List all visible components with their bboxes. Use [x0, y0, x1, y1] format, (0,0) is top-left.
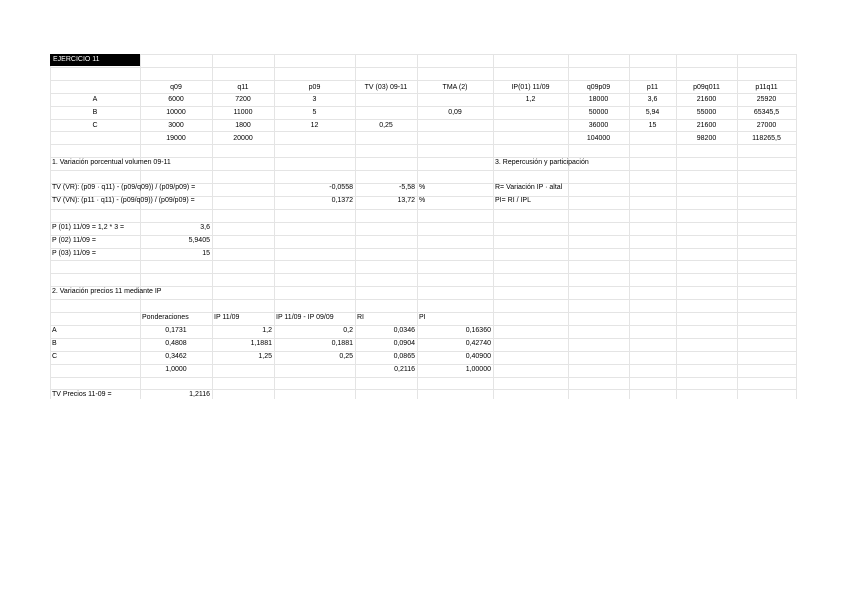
table-cell: 18000 — [588, 96, 609, 103]
total-cell: 0,2116 — [394, 366, 415, 373]
row-label: C — [52, 353, 58, 360]
header-q09: q09 — [170, 84, 182, 91]
gridline — [50, 377, 797, 378]
table-cell: 0,0904 — [393, 340, 415, 347]
total-cell: 20000 — [233, 135, 253, 142]
header-ponderaciones: Ponderaciones — [142, 314, 189, 321]
price-value: 5,9405 — [188, 237, 210, 244]
total-cell: 19000 — [166, 135, 186, 142]
exercise-title: EJERCICIO 11 — [50, 54, 140, 66]
table-cell: 0,4808 — [165, 340, 187, 347]
table-cell: 0,0865 — [393, 353, 415, 360]
tv-vn-label: TV (VN): (p11 · q11) - (p09/q09)) / (p09/p09) = — [52, 197, 195, 204]
table-cell: 0,1731 — [165, 327, 187, 334]
table-cell: 0,2 — [343, 327, 353, 334]
price-value: 3,6 — [200, 224, 210, 231]
table-cell: 3,6 — [647, 96, 658, 103]
table-cell: 1,1881 — [250, 340, 272, 347]
price-value: 15 — [202, 250, 210, 257]
table-cell: 3000 — [168, 122, 184, 129]
gridline — [50, 286, 797, 287]
tv-precios-label: TV Precios 11-09 = — [52, 391, 112, 398]
tv-vr-label: TV (VR): (p09 · q11) - (p09/q09)) / (p09/p09) = — [52, 184, 196, 191]
table-cell: 0,0346 — [393, 327, 415, 334]
table-cell: 21600 — [696, 122, 717, 129]
table-cell: 0,25 — [339, 353, 353, 360]
gridline — [50, 67, 797, 68]
row-label: B — [52, 340, 57, 347]
header-tma2: TMA (2) — [442, 84, 468, 91]
table-cell: 0,3462 — [165, 353, 187, 360]
header-pi: PI — [419, 314, 426, 321]
section3-line2: PI= RI / IPL — [495, 197, 531, 204]
table-cell: 12 — [310, 122, 319, 129]
tv-precios-value: 1,2116 — [189, 391, 210, 398]
table-cell: 0,40900 — [465, 353, 491, 360]
header-ip01: IP(01) 11/09 — [511, 84, 550, 91]
header-p11q11: p11q11 — [755, 84, 778, 91]
header-q09p09: q09p09 — [586, 84, 611, 91]
tv-vn-value: 0,1372 — [331, 197, 353, 204]
table-cell: 15 — [648, 122, 657, 129]
total-cell: 1,0000 — [165, 366, 187, 373]
header-p09: p09 — [308, 84, 321, 91]
table-cell: 3 — [312, 96, 317, 103]
row-label: C — [92, 122, 98, 129]
gridline — [50, 260, 797, 261]
row-label: A — [52, 327, 57, 334]
table-cell: 1,2 — [262, 327, 272, 334]
header-tv03: TV (03) 09-11 — [364, 84, 408, 91]
gridline — [50, 273, 797, 274]
table-cell: 11000 — [233, 109, 253, 116]
table-cell: 0,1881 — [331, 340, 353, 347]
table-cell: 27000 — [756, 122, 777, 129]
table-cell: 0,42740 — [465, 340, 491, 347]
gridline — [50, 54, 797, 55]
table-cell: 7200 — [235, 96, 251, 103]
gridline — [50, 209, 797, 210]
total-cell: 98200 — [696, 135, 717, 142]
table-cell: 6000 — [168, 96, 184, 103]
section2-title: 2. Variación precios 11 mediante IP — [52, 288, 162, 295]
table-cell: 10000 — [166, 109, 186, 116]
tv-vr-value: -0,0558 — [329, 184, 353, 191]
table-cell: 0,16360 — [465, 327, 491, 334]
header-ri: RI — [357, 314, 364, 321]
spreadsheet — [50, 54, 797, 399]
tv-vr-unit: % — [419, 184, 426, 191]
table-cell: 5 — [312, 109, 317, 116]
table-cell: 1,2 — [525, 96, 536, 103]
table-cell: 55000 — [696, 109, 717, 116]
section1-title: 1. Variación porcentual volumen 09-11 — [52, 159, 171, 166]
table-cell: 1800 — [235, 122, 251, 129]
total-cell: 118265,5 — [752, 135, 781, 142]
total-cell: 1,00000 — [465, 366, 491, 373]
tv-vn-unit: % — [419, 197, 426, 204]
tv-vn-pct: 13,72 — [397, 197, 415, 204]
price-label: P (01) 11/09 = 1,2 * 3 = — [52, 224, 125, 231]
table-cell: 21600 — [696, 96, 717, 103]
gridline — [50, 170, 797, 171]
price-label: P (02) 11/09 = — [52, 237, 96, 244]
header-p11: p11 — [646, 84, 659, 91]
table-cell: 0,25 — [379, 122, 393, 129]
table-cell: 36000 — [588, 122, 609, 129]
row-label: A — [92, 96, 98, 103]
table-cell: 0,09 — [448, 109, 462, 116]
header-p09q011: p09q011 — [693, 84, 720, 91]
section3-line1: R= Variación IP · altal — [495, 184, 563, 191]
table-cell: 25920 — [756, 96, 777, 103]
price-label: P (03) 11/09 = — [52, 250, 96, 257]
table-cell: 1,25 — [258, 353, 272, 360]
header-ip-diff: IP 11/09 - IP 09/09 — [276, 314, 334, 321]
header-q11: q11 — [237, 84, 249, 91]
tv-vr-pct: -5,58 — [399, 184, 415, 191]
table-cell: 65345,5 — [753, 109, 780, 116]
table-cell: 50000 — [588, 109, 609, 116]
section3-title: 3. Repercusión y participación — [495, 159, 589, 166]
row-label: B — [92, 109, 98, 116]
total-cell: 104000 — [586, 135, 611, 142]
table-cell: 5,94 — [645, 109, 660, 116]
gridline — [50, 299, 797, 300]
header-ip1109: IP 11/09 — [214, 314, 240, 321]
